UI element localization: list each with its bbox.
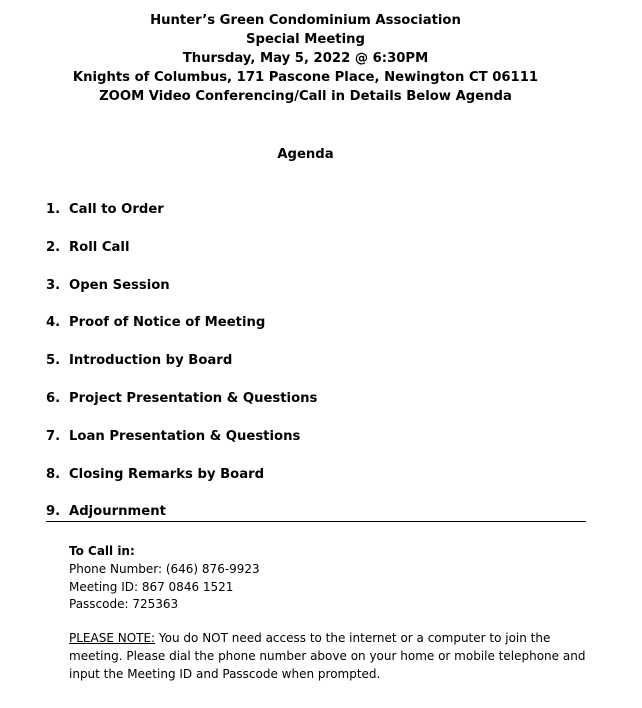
note-text-3: input the Meeting ID and Passcode when prompted. bbox=[69, 666, 381, 681]
agenda-item-number: 9. bbox=[46, 504, 61, 520]
agenda-item-number: 2. bbox=[46, 239, 61, 255]
agenda-item bbox=[0, 502, 600, 522]
agenda-item bbox=[0, 389, 600, 409]
agenda-item-number: 7. bbox=[46, 428, 61, 444]
passcode: Passcode: 725363 bbox=[69, 597, 179, 612]
agenda-item bbox=[0, 276, 600, 296]
agenda-item-number: 1. bbox=[46, 202, 61, 217]
association-name: Hunter’s Green Condominium Association bbox=[150, 13, 461, 28]
agenda-item-label: Closing Remarks by Board bbox=[69, 466, 265, 482]
agenda-item-number: 3. bbox=[46, 277, 61, 293]
call-in-details bbox=[69, 543, 589, 614]
agenda-item-label: Loan Presentation & Questions bbox=[69, 428, 301, 444]
note-text-2: meeting. Please dial the phone number above on your home or mobile telephone and bbox=[69, 648, 586, 663]
agenda-item bbox=[0, 200, 600, 220]
meeting-header bbox=[0, 11, 611, 106]
agenda-item bbox=[0, 351, 600, 371]
call-in-heading: To Call in: bbox=[69, 544, 135, 558]
agenda-item bbox=[0, 313, 600, 333]
agenda-item-label: Roll Call bbox=[69, 239, 130, 255]
note-label: PLEASE NOTE: bbox=[69, 631, 156, 645]
agenda-item-label: Project Presentation & Questions bbox=[69, 391, 318, 406]
meeting-type: Special Meeting bbox=[246, 32, 365, 47]
zoom-details-line: ZOOM Video Conferencing/Call in Details Below Agenda bbox=[99, 89, 512, 104]
agenda-item-label: Call to Order bbox=[69, 202, 164, 217]
note-line-1 bbox=[69, 630, 589, 648]
phone-number: Phone Number: (646) 876-9923 bbox=[69, 561, 260, 576]
meeting-location: Knights of Columbus, 171 Pascone Place, Newington CT 06111 bbox=[72, 70, 539, 85]
please-note bbox=[69, 630, 589, 683]
agenda-item-number: 4. bbox=[46, 315, 61, 331]
agenda-item-number: 5. bbox=[46, 353, 61, 369]
agenda-item-number: 6. bbox=[46, 391, 61, 406]
agenda-title: Agenda bbox=[277, 147, 334, 162]
agenda-item-number: 8. bbox=[46, 466, 61, 482]
agenda-item-label: Open Session bbox=[69, 277, 170, 293]
agenda-item-label: Proof of Notice of Meeting bbox=[69, 315, 266, 331]
meeting-datetime: Thursday, May 5, 2022 @ 6:30PM bbox=[182, 51, 429, 66]
agenda-item-label: Introduction by Board bbox=[69, 353, 233, 369]
note-text-1: You do NOT need access to the internet or a computer to join the bbox=[155, 631, 551, 645]
agenda-item-label: Adjournment bbox=[69, 504, 166, 520]
section-divider bbox=[46, 521, 586, 522]
meeting-id: Meeting ID: 867 0846 1521 bbox=[69, 579, 234, 594]
agenda-item bbox=[0, 238, 600, 258]
agenda-item bbox=[0, 465, 600, 485]
agenda-item bbox=[0, 427, 600, 447]
